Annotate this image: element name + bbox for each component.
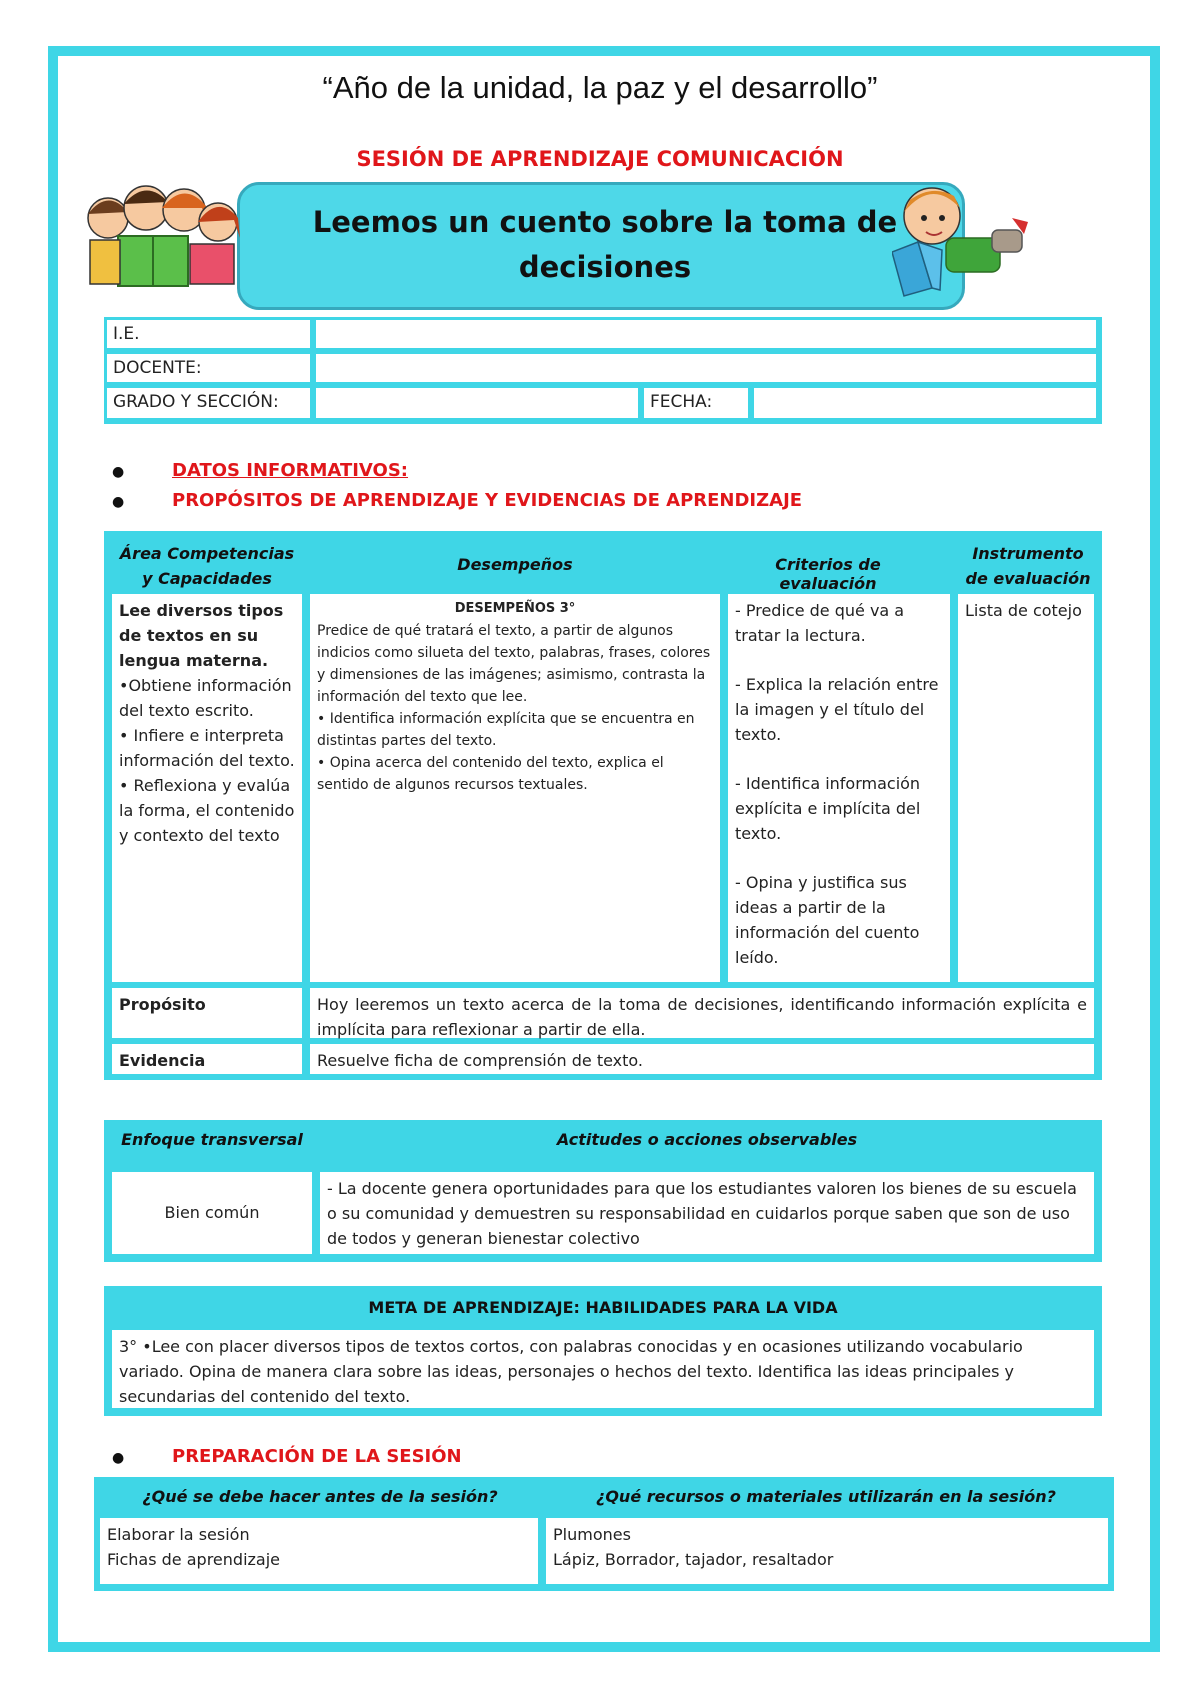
motto: “Año de la unidad, la paz y el desarrollo” — [322, 70, 878, 105]
header-desempenos: Desempeños — [457, 555, 573, 574]
desempeno-item: Predice de qué tratará el texto, a partir de algunos indicios como silueta del texto, palabras, frases, colores y dimensiones de las imágenes; asimismo, contrasta la información del texto que lee. — [317, 623, 711, 705]
docente-field[interactable] — [316, 354, 1096, 382]
info-table — [104, 317, 1102, 424]
datos-heading: DATOS INFORMATIVOS: — [172, 460, 409, 481]
actitudes-text: - La docente genera oportunidades para que los estudiantes valoren los bienes de su escuela o su comunidad y demuestren su responsabilidad en cuidarlos porque saben que son de uso de todos y generan bienestar colectivo — [320, 1172, 1094, 1254]
header-criterios: Criterios de evaluación — [775, 555, 881, 593]
proposito-text: Hoy leeremos un texto acerca de la toma de decisiones, identificando información explícita e implícita para reflexionar a partir de ella. — [310, 988, 1094, 1038]
header-actitudes: Actitudes o acciones observables — [556, 1130, 858, 1149]
antes-cell — [100, 1518, 538, 1584]
recursos-cell — [546, 1518, 1108, 1584]
session-heading: SESIÓN DE APRENDIZAJE COMUNICACIÓN — [356, 147, 844, 171]
area-item: • Reflexiona y evalúa la forma, el contenido y contexto del texto — [119, 776, 295, 845]
area-item: • Infiere e interpreta información del texto. — [119, 726, 295, 770]
bullet-dot: ● — [112, 1450, 125, 1466]
bullet-propositos — [112, 490, 803, 511]
bullet-datos — [112, 460, 409, 481]
evidencia-label: Evidencia — [112, 1044, 302, 1074]
enfoque-value: Bien común — [112, 1172, 312, 1254]
header-instrumento: Instrumento de evaluación — [965, 544, 1091, 588]
propositos-heading: PROPÓSITOS DE APRENDIZAJE Y EVIDENCIAS DE APRENDIZAJE — [172, 490, 803, 511]
header-enfoque: Enfoque transversal — [121, 1130, 303, 1149]
antes-item: Elaborar la sesión — [107, 1525, 250, 1544]
session-title-line2: decisiones — [518, 250, 692, 284]
header-area: Área Competencias y Capacidades — [119, 544, 295, 588]
preparacion-heading: PREPARACIÓN DE LA SESIÓN — [172, 1446, 462, 1467]
boy-reading-illustration — [892, 178, 1032, 303]
bullet-dot: ● — [112, 464, 125, 480]
ie-field[interactable] — [316, 320, 1096, 348]
evidencia-text: Resuelve ficha de comprensión de texto. — [310, 1044, 1094, 1074]
ie-label: I.E. — [107, 320, 310, 348]
criterios-cell — [728, 594, 950, 982]
proposito-label: Propósito — [112, 988, 302, 1038]
bullet-preparacion — [112, 1446, 462, 1467]
area-title: Lee diversos tipos de textos en su lengua materna. — [119, 601, 284, 670]
desempeno-item: • Identifica información explícita que se encuentra en distintas partes del texto. — [317, 711, 695, 749]
antes-item: Fichas de aprendizaje — [107, 1550, 280, 1569]
desempenos-cell — [310, 594, 720, 982]
criterio-item: - Identifica información explícita e implícita del texto. — [735, 774, 921, 843]
session-title — [300, 200, 910, 290]
desempeno-item: • Opina acerca del contenido del texto, explica el sentido de algunos recursos textuales. — [317, 755, 664, 793]
criterio-item: - Opina y justifica sus ideas a partir de la información del cuento leído. — [735, 873, 920, 967]
instrumento-cell: Lista de cotejo — [958, 594, 1094, 982]
session-title-line1: Leemos un cuento sobre la toma de — [312, 205, 898, 239]
docente-label: DOCENTE: — [107, 354, 310, 382]
fecha-field[interactable] — [754, 388, 1096, 418]
meta-text: 3° •Lee con placer diversos tipos de textos cortos, con palabras conocidas y en ocasiones utilizando vocabulario variado. Opina de manera clara sobre las ideas, personajes o hechos del texto. Identifica las ideas principales y secundarias del contenido del texto. — [112, 1330, 1094, 1408]
recurso-item: Plumones — [553, 1525, 631, 1544]
header-recursos: ¿Qué recursos o materiales utilizarán en la sesión? — [596, 1487, 1056, 1506]
grado-field[interactable] — [316, 388, 638, 418]
fecha-label: FECHA: — [644, 388, 748, 418]
desempenos-title: DESEMPEÑOS 3° — [454, 601, 576, 616]
criterio-item: - Predice de qué va a tratar la lectura. — [735, 601, 905, 645]
recurso-item: Lápiz, Borrador, tajador, resaltador — [553, 1550, 834, 1569]
area-item: •Obtiene información del texto escrito. — [119, 676, 292, 720]
grado-label: GRADO Y SECCIÓN: — [107, 388, 310, 418]
children-reading-illustration — [78, 178, 248, 298]
header-antes: ¿Qué se debe hacer antes de la sesión? — [142, 1487, 498, 1506]
bullet-dot: ● — [112, 494, 125, 510]
area-cell — [112, 594, 302, 982]
meta-header: META DE APRENDIZAJE: HABILIDADES PARA LA VIDA — [368, 1298, 838, 1317]
criterio-item: - Explica la relación entre la imagen y el título del texto. — [735, 675, 939, 744]
